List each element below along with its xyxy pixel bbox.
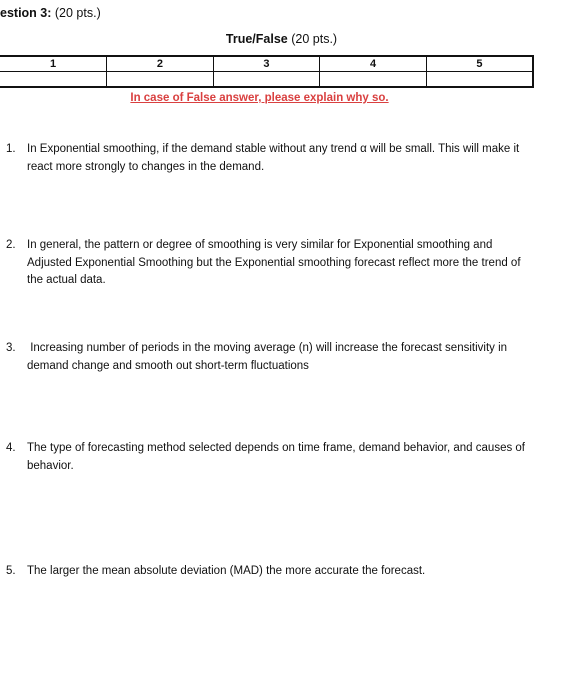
false-answer-note: In case of False answer, please explain why so. xyxy=(130,92,389,104)
answer-cell-5[interactable] xyxy=(426,72,533,88)
question-text: Increasing number of periods in the moving average (n) will increase the forecast sensitivity in demand change and smooth out short-term fluctuations xyxy=(27,342,511,372)
question-number: 5. xyxy=(6,565,16,577)
question-number: 2. xyxy=(6,239,16,251)
answer-column-4: 4 xyxy=(320,56,427,72)
question-item-4 xyxy=(6,440,536,475)
question-label: estion 3: xyxy=(0,6,52,20)
answer-column-2: 2 xyxy=(107,56,214,72)
question-number: 3. xyxy=(6,342,16,354)
question-number: 4. xyxy=(6,442,16,454)
question-points: (20 pts.) xyxy=(54,6,101,20)
true-false-points: (20 pts.) xyxy=(291,32,338,46)
question-item-2 xyxy=(6,237,536,290)
question-text: In general, the pattern or degree of smoothing is very similar for Exponential smoothing and Adjusted Exponential Smoothing but the Exponential smoothing forecast reflect more the trend of the actual data. xyxy=(27,239,521,286)
answer-column-3: 3 xyxy=(213,56,320,72)
true-false-label: True/False xyxy=(225,32,288,46)
question-item-3 xyxy=(6,340,536,375)
answer-cell-4[interactable] xyxy=(320,72,427,88)
true-false-title xyxy=(0,32,563,46)
question-item-5 xyxy=(6,563,536,581)
question-header xyxy=(0,6,101,20)
question-number: 1. xyxy=(6,143,16,155)
question-item-1 xyxy=(6,141,536,176)
answer-cell-2[interactable] xyxy=(107,72,214,88)
answer-table-header-row xyxy=(0,56,533,72)
question-text: The larger the mean absolute deviation (MAD) the more accurate the forecast. xyxy=(27,565,426,577)
question-text: The type of forecasting method selected depends on time frame, demand behavior, and causes of behavior. xyxy=(27,442,525,472)
answer-table xyxy=(0,55,534,88)
answer-cell-3[interactable] xyxy=(213,72,320,88)
answer-table-blank-row xyxy=(0,72,533,88)
question-text: In Exponential smoothing, if the demand stable without any trend α will be small. This will make it react more strongly to changes in the demand. xyxy=(27,143,520,173)
answer-cell-1[interactable] xyxy=(0,72,107,88)
answer-column-1: 1 xyxy=(0,56,107,72)
answer-column-5: 5 xyxy=(426,56,533,72)
